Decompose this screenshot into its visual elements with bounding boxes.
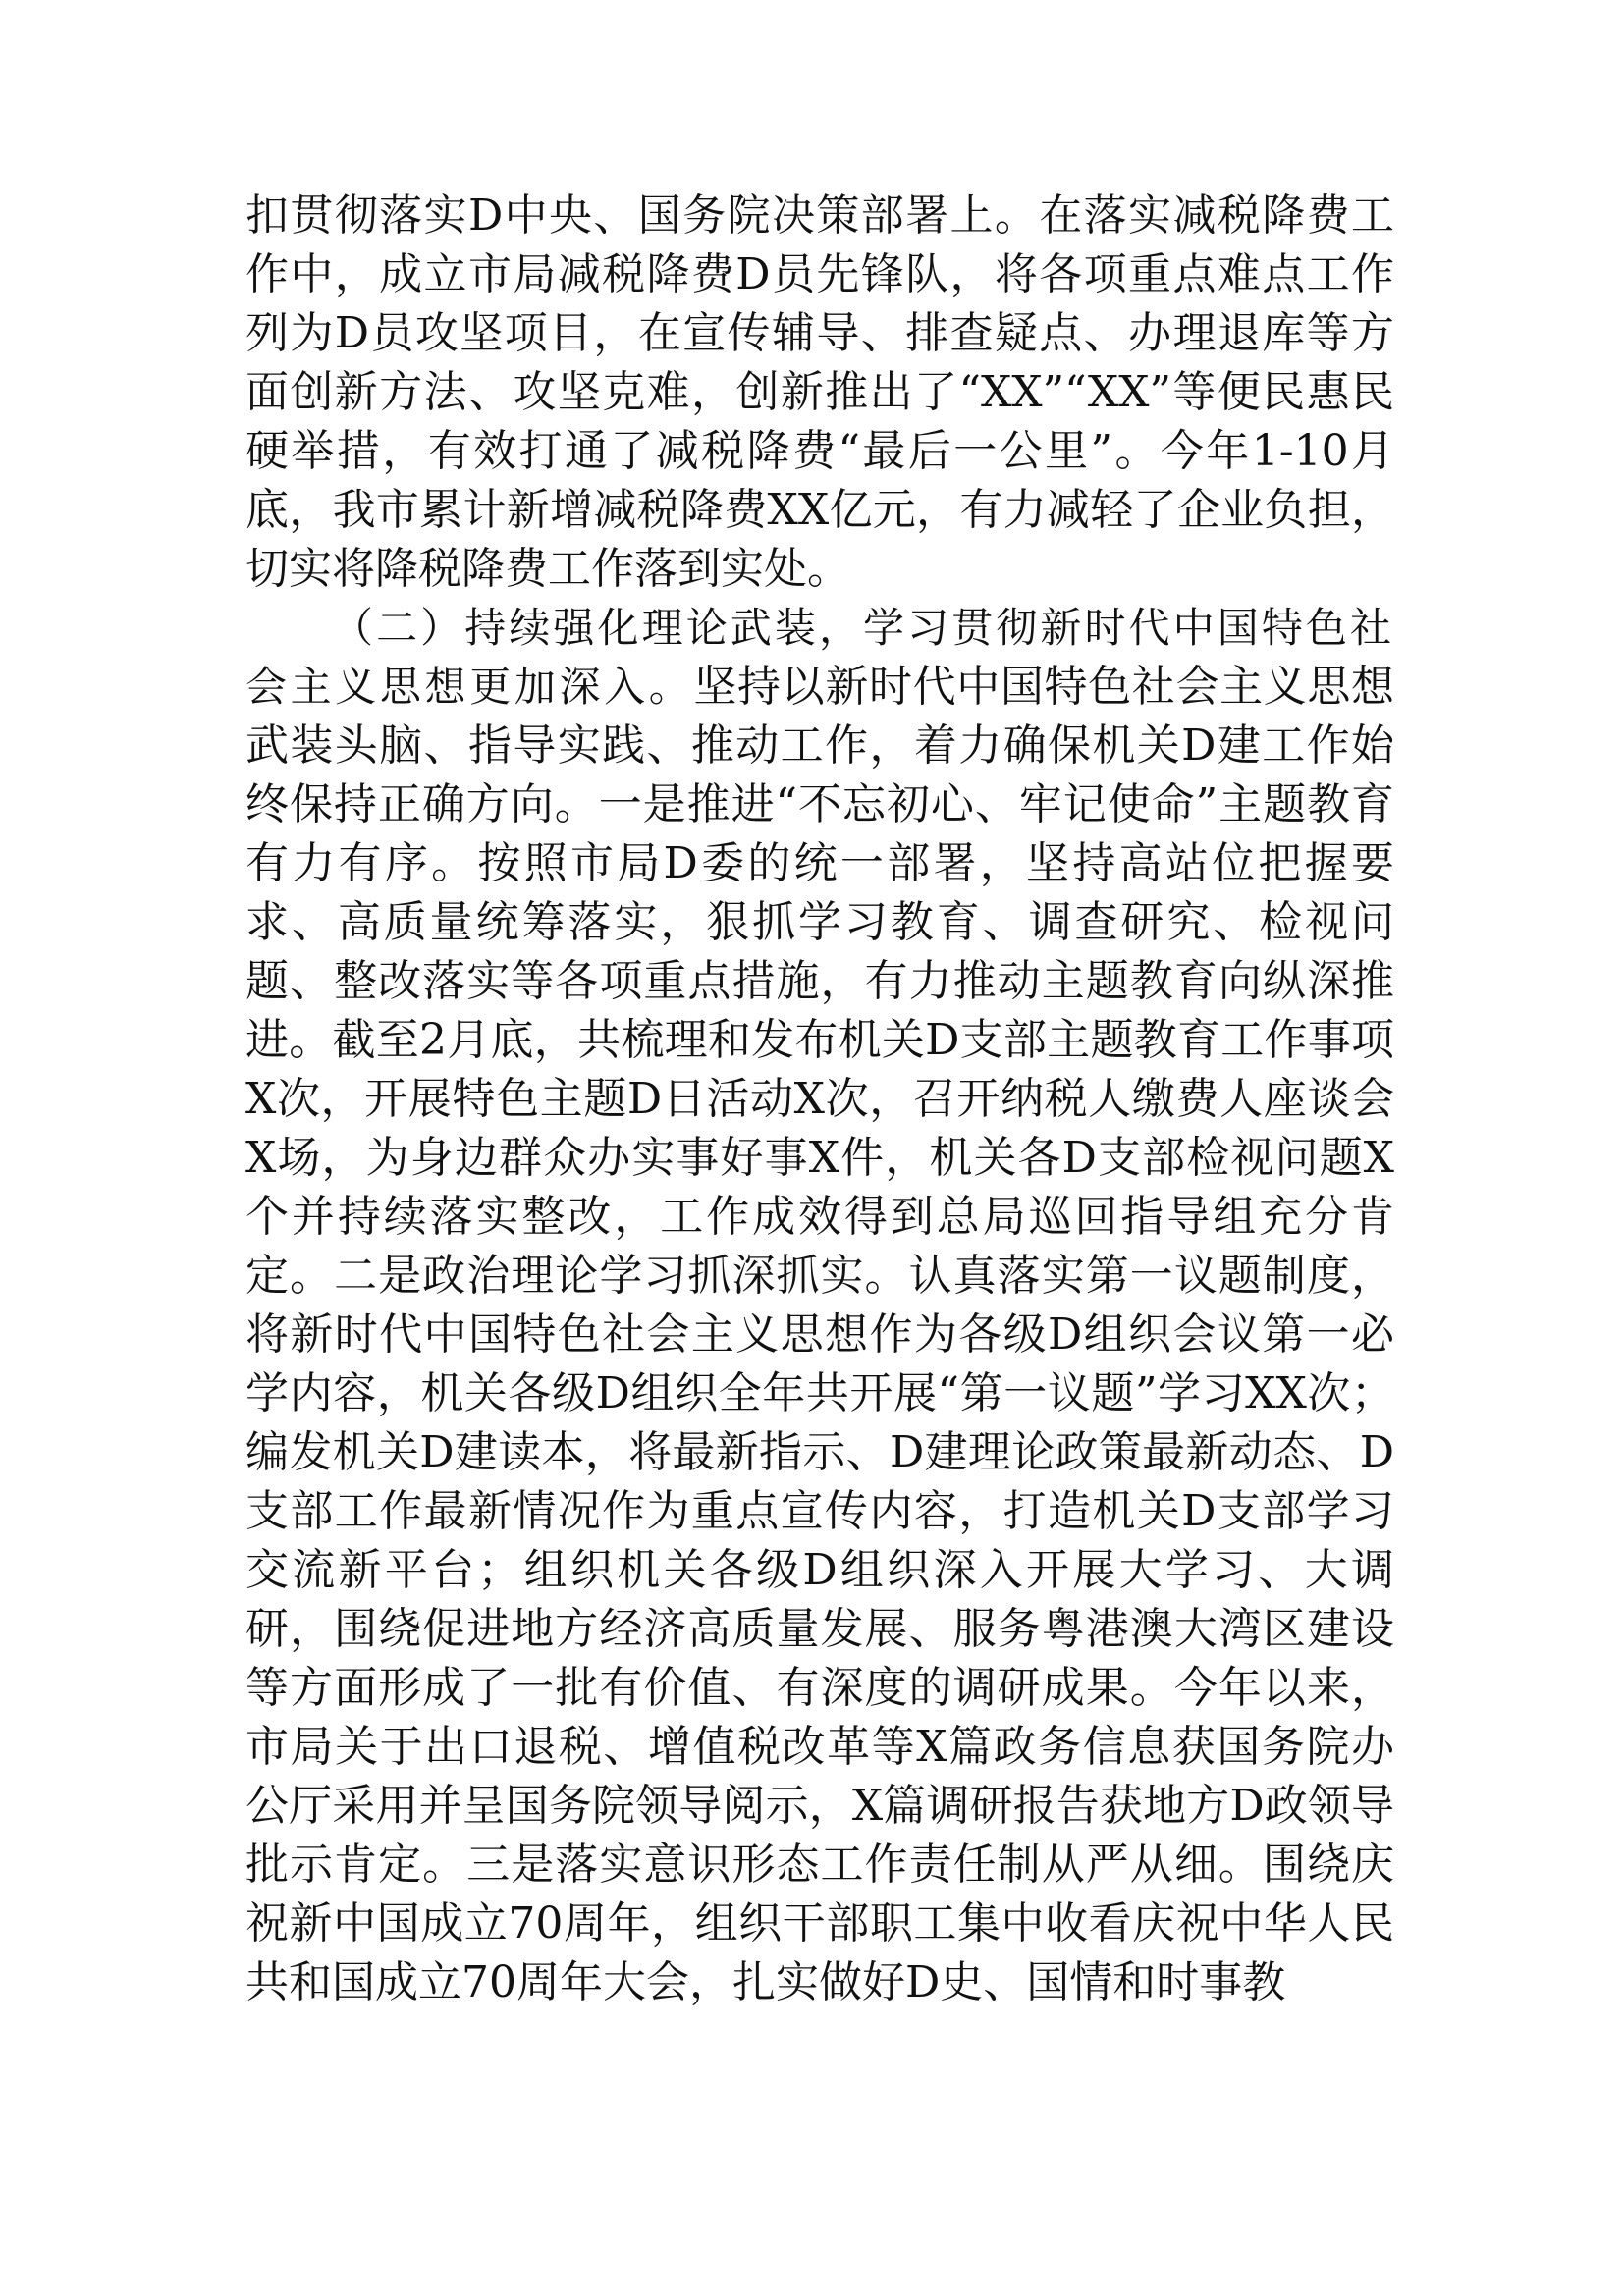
- paragraph-continued: 扣贯彻落实D中央、国务院决策部署上。在落实减税降费工作中，成立市局减税降费D员先锋队，将各项重点难点工作列为D员攻坚项目，在宣传辅导、排查疑点、办理退库等方面创新方法、攻坚克难，创新推出了“XX”“XX”等便民惠民硬举措，有效打通了减税降费“最后一公里”。今年1-10月底，我市累计新增减税降费XX亿元，有力减轻了企业负担，切实将降税降费工作落到实处。: [245, 190, 1394, 594]
- section-body: 坚持以新时代中国特色社会主义思想武装头脑、指导实践、推动工作，着力确保机关D建工作始终保持正确方向。一是推进“不忘初心、牢记使命”主题教育有力有序。按照市局D委的统一部署，坚持高站位把握要求、高质量统筹落实，狠抓学习教育、调查研究、检视问题、整改落实等各项重点措施，有力推动主题教育向纵深推进。截至2月底，共梳理和发布机关D支部主题教育工作事项X次，开展特色主题D日活动X次，召开纳税人缴费人座谈会X场，为身边群众办实事好事X件，机关各D支部检视问题X个并持续落实整改，工作成效得到总局巡回指导组充分肯定。二是政治理论学习抓深抓实。认真落实第一议题制度，将新时代中国特色社会主义思想作为各级D组织会议第一必学内容，机关各级D组织全年共开展“第一议题”学习XX次；编发机关D建读本，将最新指示、D建理论政策最新动态、D支部工作最新情况作为重点宣传内容，打造机关D支部学习交流新平台；组织机关各级D组织深入开展大学习、大调研，围绕促进地方经济高质量发展、服务粤港澳大湾区建设等方面形成了一批有价值、有深度的调研成果。今年以来，市局关于出口退税、增值税改革等X篇政务信息获国务院办公厅采用并呈国务院领导阅示，X篇调研报告获地方D政领导批示肯定。三是落实意识形态工作责任制从严从细。围绕庆祝新中国成立70周年，组织干部职工集中收看庆祝中华人民共和国成立70周年大会，扎实做好D史、国情和时事教: [245, 662, 1394, 2007]
- document-page: [245, 187, 1394, 2012]
- section-2-paragraph: [245, 599, 1394, 2012]
- section-heading: （二）持续强化理论武装，学习贯彻新时代中国特色社会主义思想更加深入。: [245, 604, 1394, 711]
